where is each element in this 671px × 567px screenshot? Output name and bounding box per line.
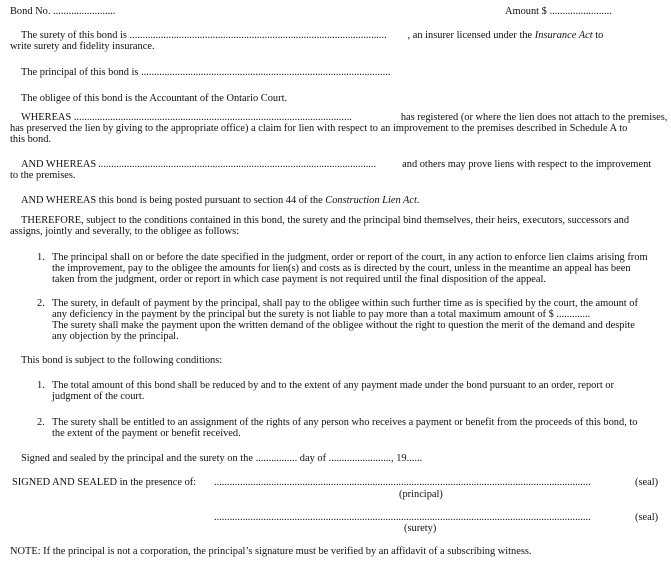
whereas-1-line-3: this bond. [10,134,51,145]
surety-tail: , an insurer licensed under the [407,30,535,41]
obligation-1-line-3: taken from the judgment, order or report in which case payment is not required until the final disposition of the appeal. [52,274,546,285]
obligation-1-line-1: The principal shall on or before the date specified in the judgment, order or report of the court, in any action to enforce lien claims arising from [52,252,648,263]
signed-date-line [21,453,422,465]
signed-presence-label [12,477,196,489]
whereas-1-blank: ........................................................................................................... [73,112,352,123]
amount-field [505,6,612,18]
whereas-2-blank: ........................................................................................................... [98,159,377,170]
whereas-3-line [21,195,420,207]
signed-day-of: day of [299,453,327,464]
obligation-2-line-2 [52,309,590,321]
obligation-2-line-2-text: any deficiency in the payment by the principal but the surety is not liable to pay more than a total maximum amount of $ [52,309,554,320]
whereas-1-line [21,112,668,124]
conditions-intro: This bond is subject to the following conditions: [21,355,223,366]
condition-2-line-1: The surety shall be entitled to an assignment of the rights of any person who receives a payment or benefit from the proceeds of this bond, to [52,417,638,428]
principal-signature-blank: ................................................................................................................................................. [214,477,591,488]
surety-label: (surety) [404,523,437,534]
signed-lead: Signed and sealed by the principal and the surety on the [21,453,253,464]
insurance-act: Insurance Act [534,30,593,41]
condition-1-line-2: judgment of the court. [52,391,145,402]
surety-line-2: write surety and fidelity insurance. [10,41,155,52]
surety-tail-end: to [592,30,604,41]
therefore-line-2: assigns, jointly and severally, to the obligee as follows: [10,226,240,237]
surety-lead: The surety of this bond is [21,30,127,41]
condition-2-number: 2. [37,417,45,428]
amount-label: Amount $ [505,6,547,17]
condition-2-line-2: the extent of the payment or benefit received. [52,428,241,439]
obligee-line: The obligee of this bond is the Accountant of the Ontario Court. [21,93,288,104]
bond-no-field [10,6,115,18]
surety-line [21,30,661,42]
obligation-2-number: 2. [37,298,45,309]
whereas-2-lead: AND WHEREAS [21,159,97,170]
whereas-1-lead: WHEREAS [21,112,72,123]
principal-label: (principal) [399,489,443,500]
principal-signature-line [214,477,624,489]
maximum-amount-blank: ............. [556,309,591,320]
signed-and-sealed: SIGNED AND SEALED [12,477,118,488]
condition-1-line-1: The total amount of this bond shall be reduced by and to the extent of any payment made under the bond pursuant to an order, report or [52,380,614,391]
obligation-2-line-4: any objection by the principal. [52,331,179,342]
signed-month-blank: ........................ [328,453,391,464]
construction-lien-act: Construction Lien Act [325,195,417,206]
principal-lead: The principal of this bond is [21,67,139,78]
whereas-1-line-2: has preserved the lien by giving to the appropriate office) a claim for lien with respect to an improvement to the premises described in Schedule A to [10,123,628,134]
principal-seal: (seal) [635,477,659,488]
obligation-1-number: 1. [37,252,45,263]
surety-blank: ................................................................................................... [129,30,387,41]
obligation-2-line-1: The surety, in default of payment by the principal, shall pay to the obligee within such further time as is specified by the court, the amount of [52,298,638,309]
signed-year-blank: ...... [406,453,423,464]
obligation-2-line-3: The surety shall make the payment upon the written demand of the obligee without the right to question the merit of the demand and despite [52,320,635,331]
whereas-2-tail: and others may prove liens with respect to the improvement [402,159,652,170]
in-presence-of: in the presence of: [117,477,197,488]
signed-year-prefix: , 19 [391,453,407,464]
condition-1-number: 1. [37,380,45,391]
bond-no-label: Bond No. [10,6,51,17]
note: NOTE: If the principal is not a corporation, the principal’s signature must be verified by an affidavit of a subscribing witness. [10,546,532,557]
whereas-2-line [21,159,661,171]
therefore-line-1: THEREFORE, subject to the conditions contained in this bond, the surety and the principal bind themselves, their heirs, executors, successors and [21,215,630,226]
obligation-1-line-2: the improvement, pay to the obligee the amounts for lien(s) and costs as is directed by the court, unless in the meantime an appeal has been [52,263,631,274]
surety-signature-line [214,512,624,524]
whereas-3-text: AND WHEREAS this bond is being posted pursuant to section 44 of the [21,195,326,206]
principal-blank: ................................................................................................ [141,67,391,78]
amount-blank: ........................ [549,6,612,17]
principal-line [21,67,449,79]
surety-seal: (seal) [635,512,659,523]
bond-no-blank: ........................ [53,6,116,17]
whereas-2-line-2: to the premises. [10,170,76,181]
signed-day-blank: ................ [255,453,298,464]
whereas-1-tail: has registered (or where the lien does not attach to the premises, [400,112,668,123]
whereas-3-end: . [416,195,420,206]
surety-signature-blank: ................................................................................................................................................. [214,512,591,523]
